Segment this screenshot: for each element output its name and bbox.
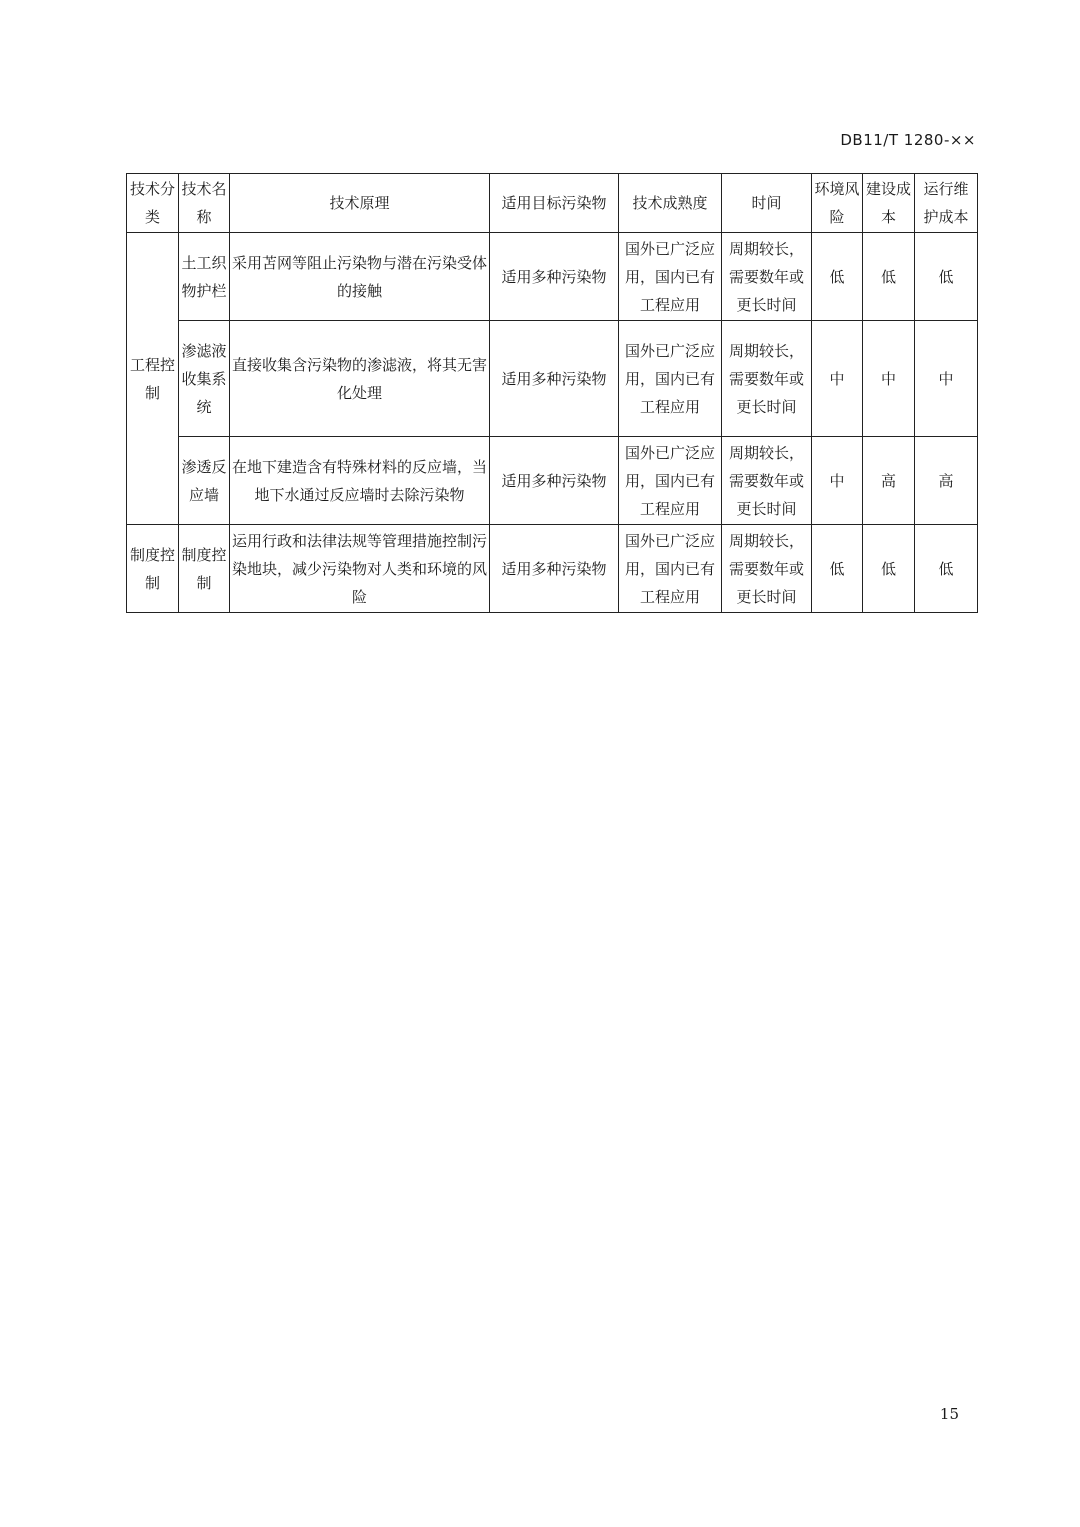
tech-name-cell: 渗滤液收集系统 — [179, 321, 230, 437]
build-cost-cell: 高 — [863, 437, 915, 525]
column-header: 建设成本 — [863, 174, 915, 233]
target-cell: 适用多种污染物 — [490, 525, 619, 613]
target-cell: 适用多种污染物 — [490, 233, 619, 321]
principle-cell: 采用苫网等阻止污染物与潜在污染受体的接触 — [230, 233, 490, 321]
column-header: 技术成熟度 — [619, 174, 722, 233]
time-cell: 周期较长，需要数年或更长时间 — [722, 321, 812, 437]
technology-table — [126, 173, 978, 613]
time-cell: 周期较长，需要数年或更长时间 — [722, 525, 812, 613]
maturity-cell: 国外已广泛应用，国内已有工程应用 — [619, 525, 722, 613]
target-cell: 适用多种污染物 — [490, 437, 619, 525]
time-cell: 周期较长，需要数年或更长时间 — [722, 233, 812, 321]
column-header: 时间 — [722, 174, 812, 233]
risk-cell: 中 — [812, 437, 863, 525]
om-cost-cell: 高 — [915, 437, 978, 525]
target-cell: 适用多种污染物 — [490, 321, 619, 437]
column-header: 技术原理 — [230, 174, 490, 233]
om-cost-cell: 低 — [915, 233, 978, 321]
om-cost-cell: 中 — [915, 321, 978, 437]
category-cell: 工程控制 — [127, 233, 179, 525]
principle-cell: 直接收集含污染物的渗滤液，将其无害化处理 — [230, 321, 490, 437]
page-number: 15 — [939, 1405, 959, 1423]
category-cell: 制度控制 — [127, 525, 179, 613]
table-row — [127, 321, 978, 437]
risk-cell: 低 — [812, 525, 863, 613]
risk-cell: 中 — [812, 321, 863, 437]
table-row — [127, 525, 978, 613]
maturity-cell: 国外已广泛应用，国内已有工程应用 — [619, 233, 722, 321]
column-header: 环境风险 — [812, 174, 863, 233]
tech-name-cell: 制度控制 — [179, 525, 230, 613]
table-row — [127, 437, 978, 525]
principle-cell: 在地下建造含有特殊材料的反应墙，当地下水通过反应墙时去除污染物 — [230, 437, 490, 525]
column-header: 技术名称 — [179, 174, 230, 233]
tech-name-cell: 渗透反应墙 — [179, 437, 230, 525]
column-header: 适用目标污染物 — [490, 174, 619, 233]
build-cost-cell: 低 — [863, 233, 915, 321]
risk-cell: 低 — [812, 233, 863, 321]
maturity-cell: 国外已广泛应用，国内已有工程应用 — [619, 437, 722, 525]
build-cost-cell: 中 — [863, 321, 915, 437]
document-code: DB11/T 1280-×× — [840, 131, 976, 149]
build-cost-cell: 低 — [863, 525, 915, 613]
table-header-row — [127, 174, 978, 233]
column-header: 运行维护成本 — [915, 174, 978, 233]
time-cell: 周期较长，需要数年或更长时间 — [722, 437, 812, 525]
column-header: 技术分类 — [127, 174, 179, 233]
maturity-cell: 国外已广泛应用，国内已有工程应用 — [619, 321, 722, 437]
table-row — [127, 233, 978, 321]
om-cost-cell: 低 — [915, 525, 978, 613]
tech-name-cell: 土工织物护栏 — [179, 233, 230, 321]
principle-cell: 运用行政和法律法规等管理措施控制污染地块，减少污染物对人类和环境的风险 — [230, 525, 490, 613]
